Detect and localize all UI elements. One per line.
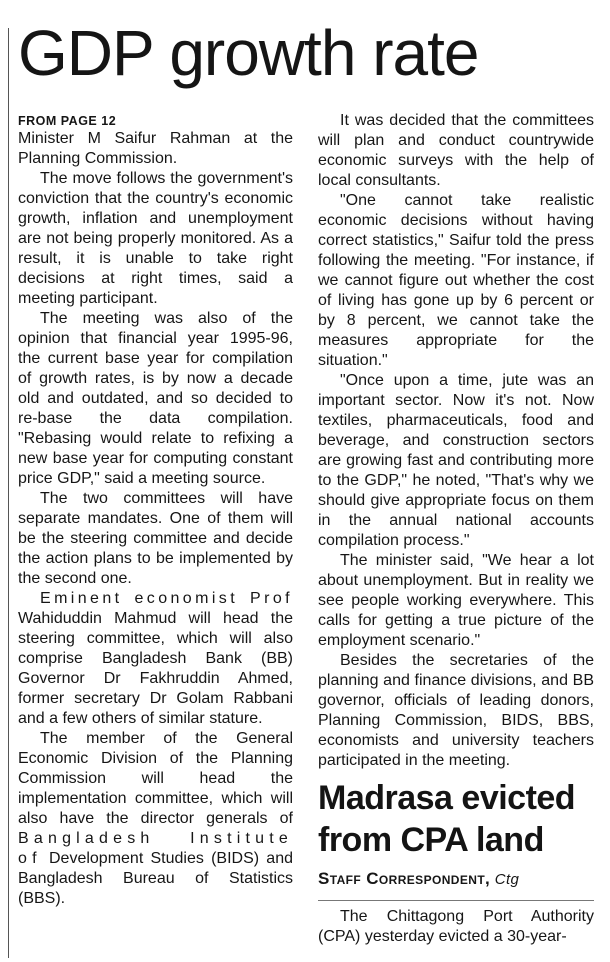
second-headline: Madrasa evicted from CPA land	[318, 779, 576, 859]
column-rule	[8, 28, 9, 958]
paragraph-body: Wahiduddin Mahmud will head the steering committee, which will also comprise Bangladesh Bank (BB) Governor Dr Fakhruddin Ahmed, former secretary Dr Golam Rabbani and a few others of similar stature.	[18, 610, 293, 727]
paragraph: The minister said, "We hear a lot about unemployment. But in reality we see people working everywhere. This calls for getting a true picture of the employment scenario."	[318, 552, 594, 649]
paragraph	[18, 729, 293, 909]
paragraph	[18, 589, 293, 729]
paragraph-lead: Eminent economist Prof	[40, 590, 293, 607]
headline: GDP growth rate	[18, 17, 479, 89]
paragraph: The Chittagong Port Authority (CPA) yesterday evicted a 30-year-	[318, 908, 594, 945]
byline	[318, 869, 594, 890]
paragraph: The meeting was also of the opinion that financial year 1995-96, the current base year for compilation of growth rates, is by now a decade old and outdated, and so decided to re-base the data compilation. "Rebasing would relate to refixing a new base year for computing constant price GDP," said a meeting source.	[18, 310, 293, 487]
divider	[318, 900, 594, 901]
paragraph: The move follows the government's conviction that the country's economic growth, inflation and unemployment are not being properly monitored. As a result, it is unable to take right decisions at right times, said a meeting participant.	[18, 170, 293, 307]
byline-place: Ctg	[494, 871, 520, 888]
paragraph: Besides the secretaries of the planning and finance divisions, and BB governor, officials of leading donors, Planning Commission, BIDS, BBS, economists and university teachers participated in the meeting.	[318, 652, 594, 769]
paragraph: The two committees will have separate mandates. One of them will be the steering committee and decide the action plans to be implemented by the second one.	[18, 490, 293, 587]
paragraph-body: Development Studies (BIDS) and Bangladesh Bureau of Statistics (BBS).	[18, 850, 293, 907]
paragraph-spaced: Bangladesh Institute of	[18, 830, 293, 867]
byline-name: Staff Correspondent,	[318, 869, 491, 888]
paragraph: "One cannot take realistic economic decisions without having correct statistics," Saifur told the press following the meeting. "For instance, if we cannot figure out whether the cost of living has gone up by 6 percent or by 8 percent, we cannot take the measures appropriate for the situation."	[318, 192, 594, 369]
article-right-column	[318, 111, 594, 947]
article-left-column	[18, 111, 293, 909]
paragraph-lead: The member of the General Economic Division of the Planning Commission will head the implementation committee, which will also have the director generals of	[18, 730, 293, 827]
paragraph: "Once upon a time, jute was an important sector. Now it's not. Now textiles, pharmaceuticals, food and beverage, and construction sectors are growing fast and contributing more to the GDP," he noted, "That's why we should give appropriate focus on them in the annual national accounts compilation process."	[318, 372, 594, 549]
paragraph: It was decided that the committees will plan and conduct countrywide economic surveys with the help of local consultants.	[318, 112, 594, 189]
continuation-label: FROM PAGE 12	[18, 114, 117, 128]
paragraph: Minister M Saifur Rahman at the Planning Commission.	[18, 130, 293, 167]
